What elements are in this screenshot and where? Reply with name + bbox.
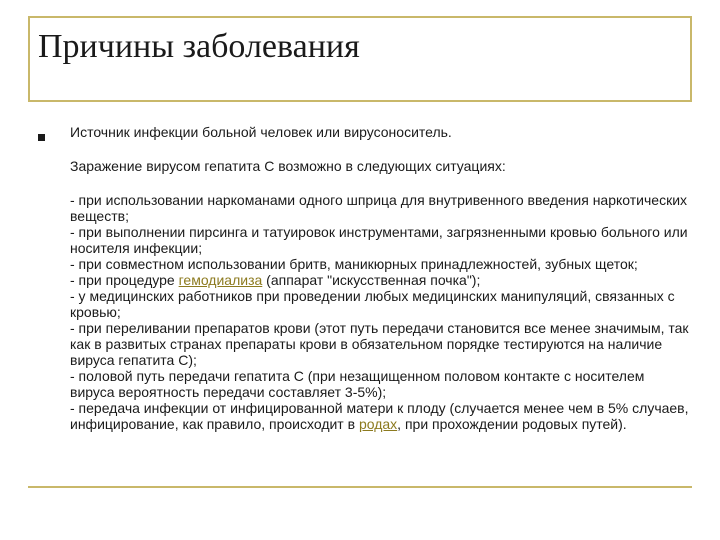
list-item-7: - половой путь передачи гепатита С (при незащищенном половом контакте с носителем вируса вероятность передачи составляет 3-5%);: [70, 368, 645, 400]
subheading: Заражение вирусом гепатита С возможно в следующих ситуациях:: [70, 158, 506, 174]
slide-title: Причины заболевания: [38, 28, 360, 65]
list-item-8-before: - передача инфекции от инфицированной матери к плоду (случается менее чем в 5% случаев, инфицирование, как правило, происходит в: [70, 400, 689, 432]
frame-bottom-line: [28, 486, 692, 488]
list-item-5: - у медицинских работников при проведении любых медицинских манипуляций, связанных с кровью;: [70, 288, 675, 320]
slide-content: [70, 124, 692, 432]
list-item-8: [70, 400, 692, 432]
frame-left-line: [28, 16, 30, 102]
list-item-4: [70, 272, 692, 288]
list-item-2: - при выполнении пирсинга и татуировок инструментами, загрязненными кровью больного или носителя инфекции;: [70, 224, 688, 256]
childbirth-link[interactable]: родах: [358, 416, 398, 432]
frame-title-underline: [28, 100, 692, 102]
square-bullet-icon: [38, 134, 45, 141]
list-item-8-after: , при прохождении родовых путей).: [397, 416, 627, 432]
list-item-4-after: (аппарат "искусственная почка");: [262, 272, 481, 288]
hemodialysis-link[interactable]: гемодиализа: [178, 272, 263, 288]
bullet-text: Источник инфекции больной человек или вирусоноситель.: [70, 124, 452, 140]
list-item-6: - при переливании препаратов крови (этот путь передачи становится все менее значимым, так как в развитых странах препараты крови в обязательном порядке тестируются на наличие вируса гепатита С);: [70, 320, 689, 368]
list-item-3: - при совместном использовании бритв, маникюрных принадлежностей, зубных щеток;: [70, 256, 638, 272]
list-item-4-before: - при процедуре: [70, 272, 179, 288]
frame-right-line: [690, 16, 692, 102]
list-item-1: - при использовании наркоманами одного шприца для внутривенного введения наркотических веществ;: [70, 192, 688, 224]
frame-top-line: [28, 16, 692, 18]
